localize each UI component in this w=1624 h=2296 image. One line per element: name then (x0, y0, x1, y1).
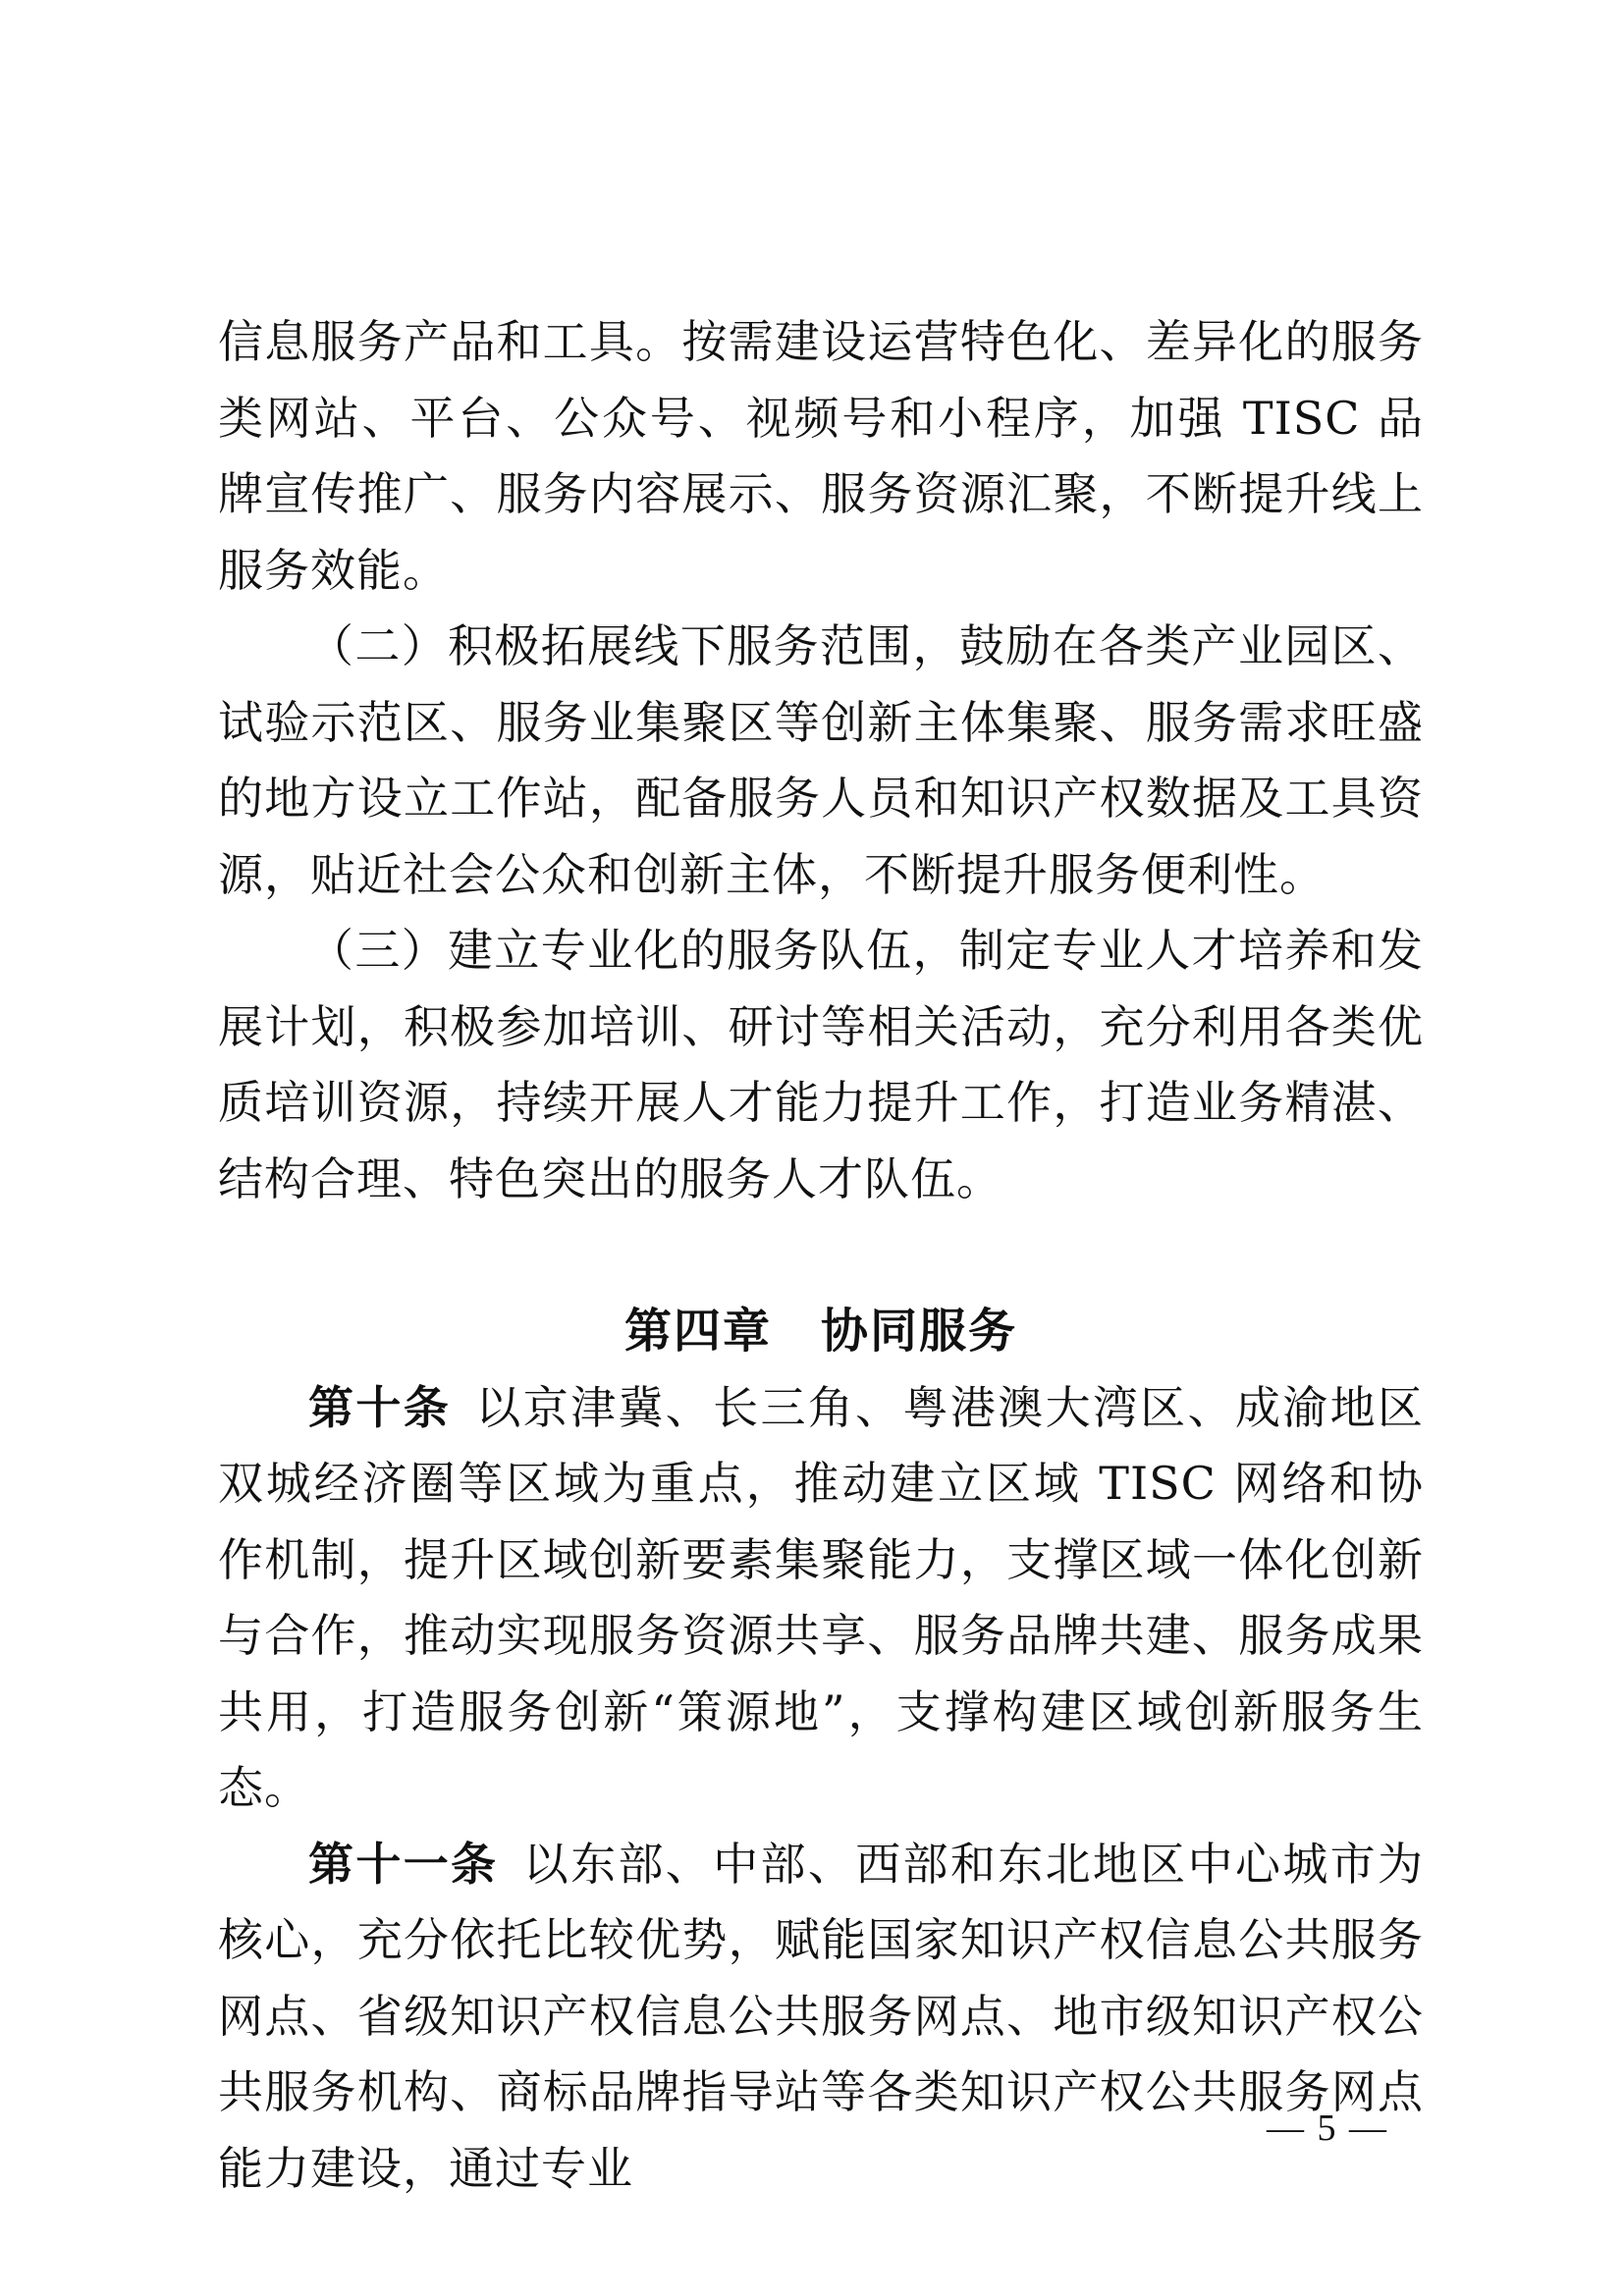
page-number: — 5 — (1267, 2108, 1388, 2149)
article-10 (218, 1370, 1424, 1827)
paragraph-item-2: （二）积极拓展线下服务范围，鼓励在各类产业园区、试验示范区、服务业集聚区等创新主体集聚、服务需求旺盛的地方设立工作站，配备服务人员和知识产权数据及工具资源，贴近社会公众和创新主体，不断提升服务便利性。 (218, 619, 1424, 901)
paragraph-item-3: （三）建立专业化的服务队伍，制定专业人才培养和发展计划，积极参加培训、研讨等相关活动，充分利用各类优质培训资源，持续开展人才能力提升工作，打造业务精湛、结构合理、特色突出的服务人才队伍。 (218, 924, 1424, 1205)
article-10-text: 以京津冀、长三角、粤港澳大湾区、成渝地区双城经济圈等区域为重点，推动建立区域 TISC 网络和协作机制，提升区域创新要素集聚能力，支撑区域一体化创新与合作，推动实现服务资源共享、服务品牌共建、服务成果共用，打造服务创新“策源地”，支撑构建区域创新服务生态。 (218, 1380, 1425, 1814)
article-11 (218, 1827, 1424, 2208)
article-11-text: 以东部、中部、西部和东北地区中心城市为核心，充分依托比较优势，赋能国家知识产权信息公共服务网点、省级知识产权信息公共服务网点、地市级知识产权公共服务机构、商标品牌指导站等各类知识产权公共服务网点能力建设，通过专业 (218, 1837, 1425, 2195)
document-body (218, 304, 1424, 2207)
article-10-label: 第十条 (308, 1380, 452, 1434)
article-11-label: 第十一条 (308, 1837, 499, 1891)
paragraph-continued: 信息服务产品和工具。按需建设运营特色化、差异化的服务类网站、平台、公众号、视频号和小程序，加强 TISC 品牌宣传推广、服务内容展示、服务资源汇聚，不断提升线上服务效能。 (218, 315, 1424, 597)
chapter-title: 第四章 协同服务 (623, 1304, 1017, 1359)
